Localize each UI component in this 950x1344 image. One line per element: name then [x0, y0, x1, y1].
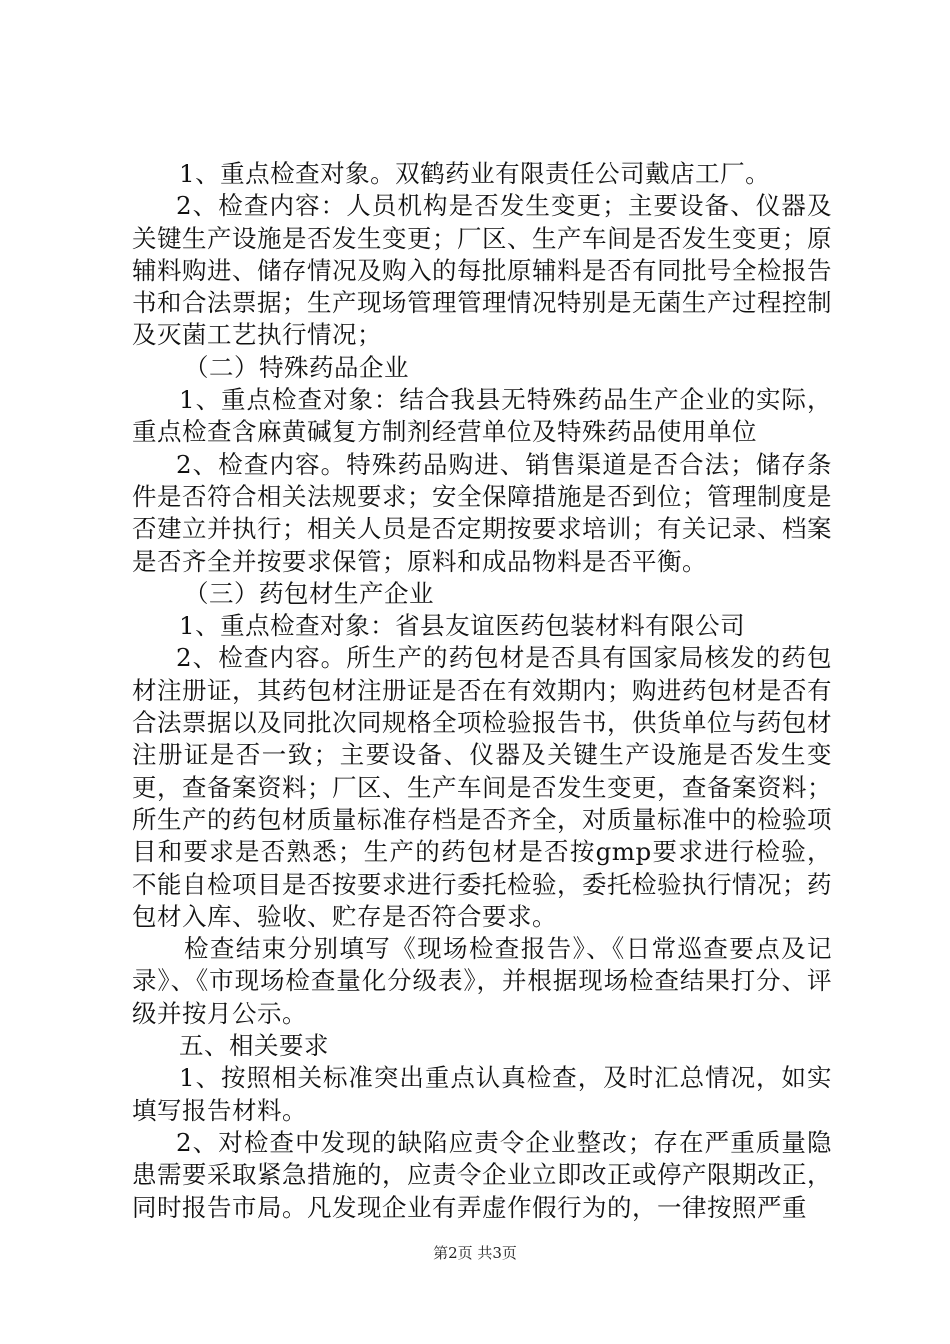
paragraph-key-target-1: 1、重点检查对象。双鹤药业有限责任公司戴店工厂。 [179, 159, 771, 188]
paragraph-requirement-1: 1、按照相关标准突出重点认真检查，及时汇总情况，如实填写报告材料。 [132, 1063, 832, 1125]
document-body [132, 158, 832, 1224]
paragraph-inspection-reports: 检查结束分别填写《现场检查报告》、《日常巡查要点及记录》、《市现场检查量化分级表》，并根据现场检查结果打分、评级并按月公示。 [132, 934, 832, 1028]
paragraph-inspection-content-1: 2、检查内容：人员机构是否发生变更；主要设备、仪器及关键生产设施是否发生变更；厂区、生产车间是否发生变更；原辅料购进、储存情况及购入的每批原辅料是否有同批号全检报告书和合法票据；生产现场管理管理情况特别是无菌生产过程控制及灭菌工艺执行情况； [132, 191, 832, 350]
page-number-footer: 第2页 共3页 [433, 1244, 517, 1262]
paragraph-key-target-2: 1、重点检查对象：结合我县无特殊药品生产企业的实际，重点检查含麻黄碱复方制剂经营单位及特殊药品使用单位 [132, 385, 832, 447]
paragraph-key-target-3: 1、重点检查对象：省县友谊医药包装材料有限公司 [179, 611, 746, 641]
section-heading-requirements: 五、相关要求 [179, 1031, 329, 1061]
paragraph-requirement-2: 2、对检查中发现的缺陷应责令企业整改；存在严重质量隐患需要采取紧急措施的，应责令企业立即改正或停产限期改正，同时报告市局。凡发现企业有弄虚作假行为的，一律按照严重 [132, 1127, 832, 1222]
section-heading-special-drugs: （二）特殊药品企业 [184, 352, 409, 382]
paragraph-inspection-content-3: 2、检查内容。所生产的药包材是否具有国家局核发的药包材注册证，其药包材注册证是否在有效期内；购进药包材是否有合法票据以及同批次同规格全项检验报告书，供货单位与药包材注册证是否一致；主要设备、仪器及关键生产设施是否发生变更，查备案资料；厂区、生产车间是否发生变更，查备案资料；所生产的药包材质量标准存档是否齐全，对质量标准中的检验项目和要求是否熟悉；生产的药包材是否按gmp要求进行检验，不能自检项目是否按要求进行委托检验，委托检验执行情况；药包材入库、验收、贮存是否符合要求。 [132, 643, 832, 931]
paragraph-inspection-content-2: 2、检查内容。特殊药品购进、销售渠道是否合法；储存条件是否符合相关法规要求；安全保障措施是否到位；管理制度是否建立并执行；相关人员是否定期按要求培训；有关记录、档案是否齐全并按要求保管；原料和成品物料是否平衡。 [132, 449, 832, 576]
section-heading-packaging: （三）药包材生产企业 [184, 578, 434, 608]
